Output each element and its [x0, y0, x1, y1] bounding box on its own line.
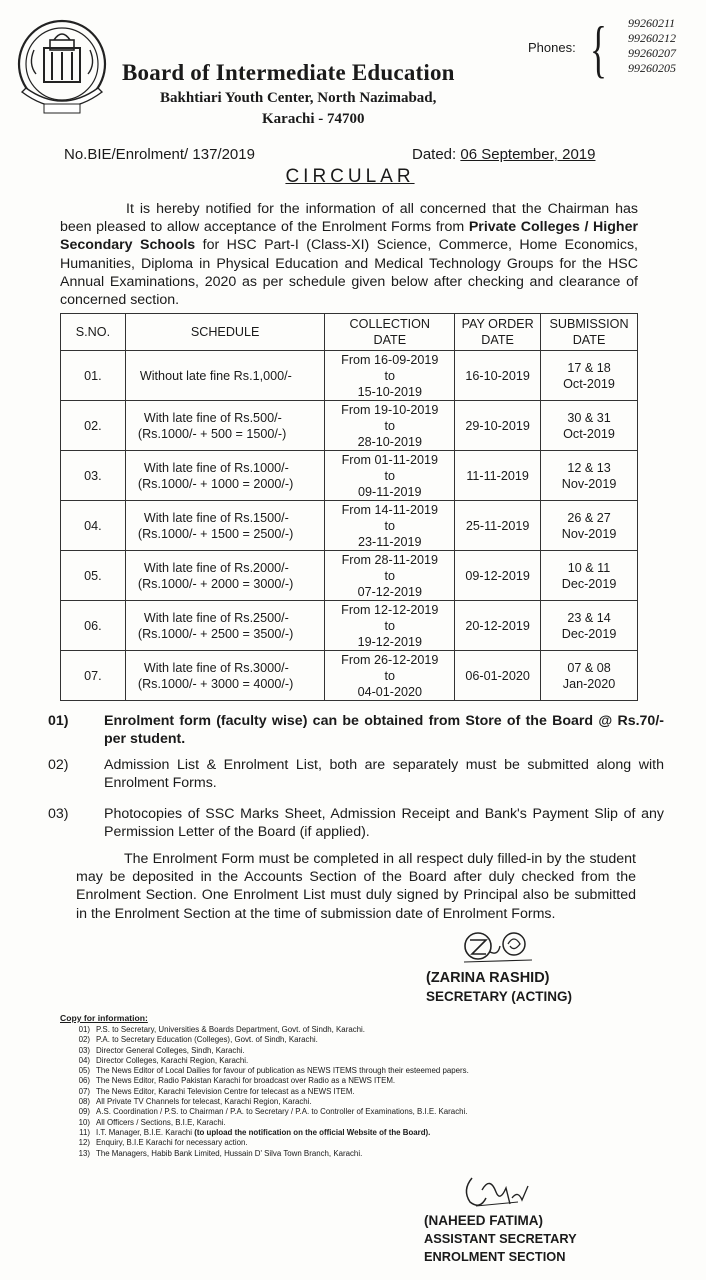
cell-collection: From 19-10-2019 to 28-10-2019 [325, 401, 455, 451]
note-text: Photocopies of SSC Marks Sheet, Admission Receipt and Bank's Payment Slip of any Permission Letter of the Board (if applied). [104, 806, 664, 841]
secretary-signature [456, 930, 546, 966]
note-text: Admission List & Enrolment List, both are separately must be submitted along with Enrolment Forms. [104, 757, 664, 792]
cell-pay-order: 11-11-2019 [455, 451, 541, 501]
cell-collection: From 14-11-2019 to 23-11-2019 [325, 501, 455, 551]
enrolment-section-label: ENROLMENT SECTION [424, 1249, 566, 1264]
dated-label: Dated: [412, 146, 457, 163]
list-item: 12) Enquiry, B.I.E Karachi for necessary action. [78, 1138, 248, 1148]
table-row [61, 501, 638, 551]
cell-collection: From 28-11-2019 to 07-12-2019 [325, 551, 455, 601]
cell-submission: 26 & 27 Nov-2019 [541, 501, 638, 551]
note-number: 03) [48, 806, 69, 822]
phone-number: 99260207 [628, 46, 676, 60]
list-item: 08) All Private TV Channels for telecast, Karachi Region, Karachi. [78, 1097, 312, 1107]
cell-submission: 12 & 13 Nov-2019 [541, 451, 638, 501]
cell-submission: 07 & 08 Jan-2020 [541, 651, 638, 701]
cell-schedule: Without late fine Rs.1,000/- [125, 351, 325, 401]
cell-sno: 06. [61, 601, 126, 651]
phones-label: Phones: [528, 40, 576, 55]
table-row [61, 551, 638, 601]
cell-pay-order: 06-01-2020 [455, 651, 541, 701]
cell-pay-order: 29-10-2019 [455, 401, 541, 451]
header-collection-date: COLLECTION DATE [325, 314, 455, 351]
org-name: Board of Intermediate Education [122, 60, 455, 85]
cell-sno: 07. [61, 651, 126, 701]
cell-collection: From 01-11-2019 to 09-11-2019 [325, 451, 455, 501]
assistant-secretary-name: (NAHEED FATIMA) [424, 1213, 543, 1228]
note-item [48, 756, 664, 792]
cell-submission: 23 & 14 Dec-2019 [541, 601, 638, 651]
cell-pay-order: 09-12-2019 [455, 551, 541, 601]
table-row [61, 601, 638, 651]
header-pay-order-date: PAY ORDER DATE [455, 314, 541, 351]
circular-title [0, 166, 706, 188]
table-row [61, 451, 638, 501]
cell-schedule: With late fine of Rs.3000/- (Rs.1000/- + 3000 = 4000/-) [125, 651, 325, 701]
org-address-line1: Bakhtiari Youth Center, North Nazimabad, [160, 90, 437, 106]
list-item: 03) Director General Colleges, Sindh, Karachi. [78, 1045, 245, 1055]
list-item: 01) P.S. to Secretary, Universities & Boards Department, Govt. of Sindh, Karachi. [78, 1025, 365, 1034]
dated-value: 06 September, 2019 [460, 146, 596, 163]
closing-paragraph: The Enrolment Form must be completed in all respect duly filled-in by the student may be deposited in the Accounts Section of the Board after duly checked from the Enrolment Section. One Enrolment List must duly signed by Principal also be submitted in the Enrolment Section at the time of submission date of Enrolment Forms. [76, 851, 636, 922]
cell-collection: From 16-09-2019 to 15-10-2019 [325, 351, 455, 401]
table-header-row [61, 314, 638, 351]
list-item: 06) The News Editor, Radio Pakistan Karachi for broadcast over Radio as a NEWS ITEM. [78, 1076, 396, 1086]
cell-schedule: With late fine of Rs.2000/- (Rs.1000/- + 2000 = 3000/-) [125, 551, 325, 601]
cell-submission: 17 & 18 Oct-2019 [541, 351, 638, 401]
cell-collection: From 12-12-2019 to 19-12-2019 [325, 601, 455, 651]
table-row [61, 401, 638, 451]
cell-schedule: With late fine of Rs.2500/- (Rs.1000/- + 2500 = 3500/-) [125, 601, 325, 651]
cell-sno: 01. [61, 351, 126, 401]
cell-collection: From 26-12-2019 to 04-01-2020 [325, 651, 455, 701]
list-item: 07) The News Editor, Karachi Television Centre for telecast as a NEWS ITEM. [78, 1086, 355, 1096]
list-item: 05) The News Editor of Local Dailies for favour of publication as NEWS ITEMS through their esteemed papers. [78, 1066, 469, 1076]
date-line [412, 146, 595, 163]
cell-pay-order: 20-12-2019 [455, 601, 541, 651]
cell-schedule: With late fine of Rs.1000/- (Rs.1000/- + 1000 = 2000/-) [125, 451, 325, 501]
note-text: Enrolment form (faculty wise) can be obtained from Store of the Board @ Rs.70/- per student. [104, 713, 664, 748]
header-schedule: SCHEDULE [125, 314, 325, 351]
phone-number: 99260205 [628, 61, 676, 75]
cell-pay-order: 16-10-2019 [455, 351, 541, 401]
list-item: 10) All Officers / Sections, B.I.E, Karachi. [78, 1117, 226, 1127]
cell-schedule: With late fine of Rs.500/- (Rs.1000/- + 500 = 1500/-) [125, 401, 325, 451]
cell-sno: 05. [61, 551, 126, 601]
note-number: 02) [48, 757, 69, 773]
secretary-title: SECRETARY (ACTING) [426, 989, 573, 1004]
cell-sno: 04. [61, 501, 126, 551]
list-item: 13) The Managers, Habib Bank Limited, Hussain D' Silva Town Branch, Karachi. [78, 1148, 363, 1158]
cell-sno: 02. [61, 401, 126, 451]
header-submission-date: SUBMISSION DATE [541, 314, 638, 351]
org-address-line2: Karachi - 74700 [262, 111, 365, 127]
copy-list [60, 1025, 580, 1159]
note-item [48, 712, 664, 748]
copy-heading: Copy for information: [60, 1013, 148, 1023]
note-item [48, 805, 664, 841]
table-row [61, 651, 638, 701]
intro-text: It is hereby notified for the information of all concerned that the Chairman has been pleased to allow acceptance of the Enrolment Forms from [60, 201, 638, 236]
cell-submission: 10 & 11 Dec-2019 [541, 551, 638, 601]
assistant-secretary-title: ASSISTANT SECRETARY [424, 1231, 577, 1246]
cell-sno: 03. [61, 451, 126, 501]
phones-list [628, 16, 676, 76]
board-logo [14, 18, 110, 118]
list-item: 09) A.S. Coordination / P.S. to Chairman / P.A. to Secretary / P.A. to Controller of Examinations, B.I.E. Karachi. [78, 1107, 468, 1117]
phone-number: 99260212 [628, 31, 676, 45]
phone-number: 99260211 [628, 16, 676, 30]
list-item: 04) Director Colleges, Karachi Region, Karachi. [78, 1055, 249, 1065]
header-sno: S.NO. [61, 314, 126, 351]
table-row [61, 351, 638, 401]
cell-schedule: With late fine of Rs.1500/- (Rs.1000/- + 1500 = 2500/-) [125, 501, 325, 551]
list-item: 02) P.A. to Secretary Education (Colleges), Govt. of Sindh, Karachi. [78, 1035, 318, 1045]
schedule-table [60, 313, 638, 701]
cell-pay-order: 25-11-2019 [455, 501, 541, 551]
reference-number: No.BIE/Enrolment/ 137/2019 [64, 146, 255, 163]
intro-text-end: for HSC Part-I (Class-XI) Science, Commerce, Home Economics, Humanities, Diploma in Physical Education and Medical Technology Groups for the HSC Annual Examinations, 2020 as per schedule given below after checking and clearance of concerned section. [60, 237, 638, 309]
brace-icon: { [590, 13, 607, 84]
cell-submission: 30 & 31 Oct-2019 [541, 401, 638, 451]
intro-bold-text: Private Colleges / Higher Secondary Schools [60, 219, 638, 254]
secretary-name: (ZARINA RASHID) [426, 970, 550, 986]
assistant-secretary-signature [456, 1168, 546, 1218]
list-item: 11) I.T. Manager, B.I.E. Karachi (to upload the notification on the official Website of the Board). [79, 1127, 431, 1137]
intro-paragraph [60, 200, 638, 309]
circular-title-text: CIRCULAR [285, 166, 415, 187]
note-number: 01) [48, 713, 69, 729]
